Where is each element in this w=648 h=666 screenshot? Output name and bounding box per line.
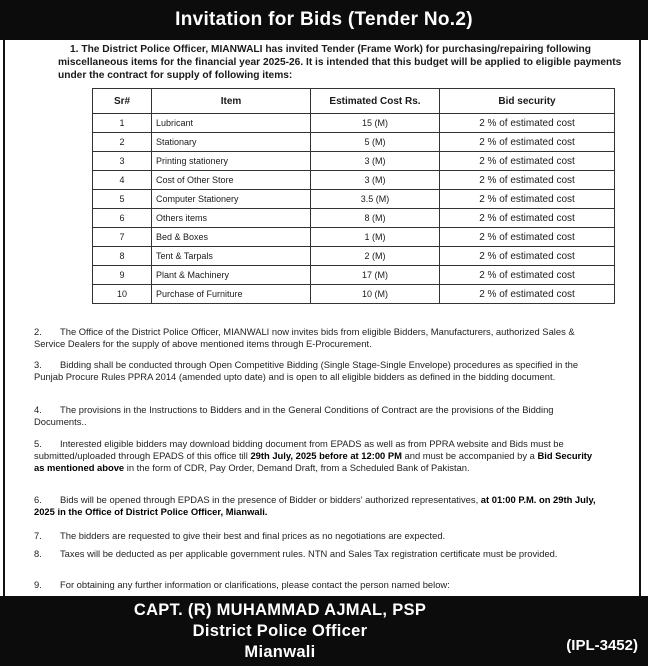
cell-security: 2 % of estimated cost (440, 171, 615, 190)
cell-sr: 10 (93, 285, 152, 304)
cell-sr: 6 (93, 209, 152, 228)
paragraph-number: 6. (34, 494, 42, 505)
footer-bar (0, 596, 648, 666)
cell-item: Stationary (152, 133, 311, 152)
paragraph-9 (34, 579, 598, 591)
paragraph-text: The provisions in the Instructions to Bidders and in the General Conditions of Contract are the provisions of the Bidding Documents.. (34, 404, 554, 427)
intro-number: 1. (70, 44, 79, 55)
cell-sr: 9 (93, 266, 152, 285)
header-bar (0, 0, 648, 40)
cell-item: Tent & Tarpals (152, 247, 311, 266)
cell-cost: 3 (M) (311, 171, 440, 190)
paragraph-8 (34, 548, 598, 560)
cell-sr: 3 (93, 152, 152, 171)
table-row (93, 209, 615, 228)
cell-security: 2 % of estimated cost (440, 152, 615, 171)
cell-security: 2 % of estimated cost (440, 266, 615, 285)
items-table (92, 88, 615, 304)
header-sr: Sr# (93, 89, 152, 114)
reference-number: (IPL-3452) (566, 637, 638, 654)
paragraph-number: 2. (34, 326, 42, 337)
paragraph-text: The Office of the District Police Officer, MIANWALI now invites bids from eligible Bidders, Manufacturers, authorized Sales & Service Dealers for the supply of above mentioned items through E-Procurement. (34, 326, 575, 349)
cell-item: Others items (152, 209, 311, 228)
table-row (93, 171, 615, 190)
cell-sr: 1 (93, 114, 152, 133)
cell-sr: 7 (93, 228, 152, 247)
table-header-row (93, 89, 615, 114)
table-row (93, 152, 615, 171)
cell-cost: 1 (M) (311, 228, 440, 247)
paragraph-number: 4. (34, 404, 42, 415)
cell-cost: 15 (M) (311, 114, 440, 133)
cell-item: Plant & Machinery (152, 266, 311, 285)
cell-item: Cost of Other Store (152, 171, 311, 190)
cell-security: 2 % of estimated cost (440, 228, 615, 247)
cell-sr: 8 (93, 247, 152, 266)
paragraph-7 (34, 530, 598, 542)
paragraph-text: The bidders are requested to give their best and final prices as no negotiations are expected. (60, 530, 446, 541)
cell-security: 2 % of estimated cost (440, 190, 615, 209)
table-row (93, 190, 615, 209)
cell-cost: 3.5 (M) (311, 190, 440, 209)
cell-item: Computer Stationery (152, 190, 311, 209)
paragraph-text: Bids will be opened through EPDAS in the presence of Bidder or bidders' authorized representatives, (60, 494, 479, 505)
cell-security: 2 % of estimated cost (440, 285, 615, 304)
officer-designation: District Police Officer (192, 622, 368, 640)
cell-cost: 3 (M) (311, 152, 440, 171)
cell-cost: 17 (M) (311, 266, 440, 285)
paragraph-number: 3. (34, 359, 42, 370)
header-security: Bid security (440, 89, 615, 114)
paragraph-5 (34, 438, 598, 474)
officer-name: CAPT. (R) MUHAMMAD AJMAL, PSP (133, 601, 427, 619)
cell-security: 2 % of estimated cost (440, 247, 615, 266)
bid-deadline: 29th July, 2025 before at 12:00 PM (250, 450, 402, 461)
cell-security: 2 % of estimated cost (440, 133, 615, 152)
office-location: Mianwali (244, 643, 316, 661)
table-row (93, 228, 615, 247)
header-item: Item (152, 89, 311, 114)
cell-item: Bed & Boxes (152, 228, 311, 247)
paragraph-2 (34, 326, 598, 350)
cell-cost: 10 (M) (311, 285, 440, 304)
header-cost: Estimated Cost Rs. (311, 89, 440, 114)
bid-security-note: Bid Security as mentioned above (34, 450, 593, 473)
cell-sr: 5 (93, 190, 152, 209)
intro-text: The District Police Officer, MIANWALI has invited Tender (Frame Work) for purchasing/repairing following miscellaneous items for the financial year 2025-26. It is intended that this budget will be applied to eligible payments under the contract for supply of following items: (58, 44, 622, 81)
paragraph-4 (34, 404, 598, 428)
cell-security: 2 % of estimated cost (440, 114, 615, 133)
cell-cost: 2 (M) (311, 247, 440, 266)
cell-cost: 5 (M) (311, 133, 440, 152)
table-row (93, 133, 615, 152)
paragraph-3 (34, 359, 598, 383)
paragraph-text: in the form of CDR, Pay Order, Demand Draft, from a Scheduled Bank of Pakistan. (126, 462, 470, 473)
paragraph-text: Bidding shall be conducted through Open Competitive Bidding (Single Stage-Single Envelope) procedures as specified in the Punjab Procure Rules PPRA 2014 (amended upto date) and is open to all eligible bidders as defined in the bidding document. (34, 359, 579, 382)
cell-item: Lubricant (152, 114, 311, 133)
cell-item: Purchase of Furniture (152, 285, 311, 304)
paragraph-number: 9. (34, 579, 42, 590)
cell-security: 2 % of estimated cost (440, 209, 615, 228)
paragraph-number: 7. (34, 530, 42, 541)
paragraph-6 (34, 494, 598, 518)
paragraph-text: Taxes will be deducted as per applicable government rules. NTN and Sales Tax registration certificate must be provided. (60, 548, 558, 559)
paragraph-number: 5. (34, 438, 42, 449)
paragraph-text: and must be accompanied by a (404, 450, 535, 461)
cell-item: Printing stationery (152, 152, 311, 171)
cell-cost: 8 (M) (311, 209, 440, 228)
table-row (93, 285, 615, 304)
cell-sr: 4 (93, 171, 152, 190)
table-row (93, 247, 615, 266)
intro-paragraph (58, 43, 638, 82)
paragraph-text: Interested eligible bidders may download bidding document from EPADS as well as from PPRA website and Bids must be submitted/uploaded through EPADS of this office till (34, 438, 564, 461)
cell-sr: 2 (93, 133, 152, 152)
paragraph-text: For obtaining any further information or clarifications, please contact the person named below: (60, 579, 450, 590)
table-row (93, 266, 615, 285)
paragraph-number: 8. (34, 548, 42, 559)
bid-opening: at 01:00 P.M. on 29th July, 2025 in the Office of District Police Officer, Mianwali. (34, 494, 596, 517)
table-row (93, 114, 615, 133)
page-title: Invitation for Bids (Tender No.2) (175, 9, 473, 30)
